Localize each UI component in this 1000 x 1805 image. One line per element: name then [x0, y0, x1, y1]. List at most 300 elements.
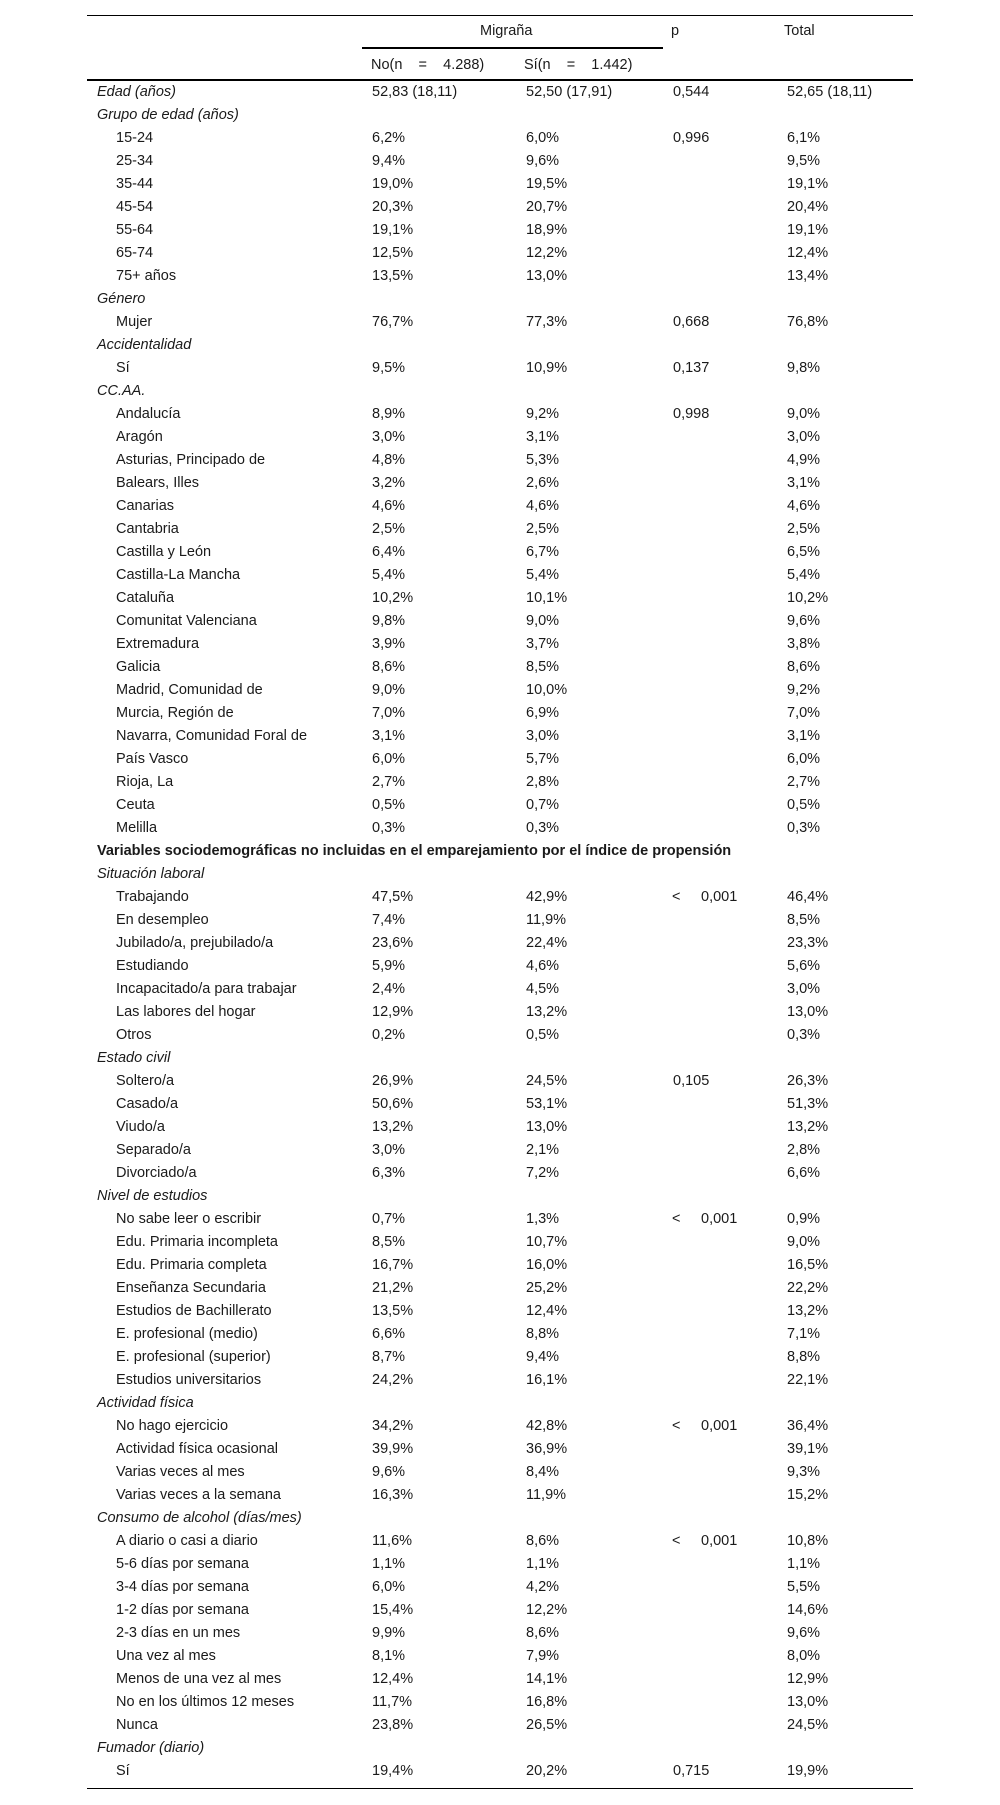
- cell-no-migraine: 3,0%: [372, 429, 406, 445]
- table-row: [87, 1622, 913, 1645]
- cell-no-migraine: 6,0%: [372, 1579, 406, 1595]
- group-heading-row: [87, 1507, 913, 1530]
- cell-no-migraine: 13,2%: [372, 1119, 414, 1135]
- cell-no-migraine: 2,5%: [372, 521, 406, 537]
- cell-no-migraine: 19,4%: [372, 1763, 414, 1779]
- cell-no-migraine: 34,2%: [372, 1418, 414, 1434]
- cell-p-less-than: <: [672, 889, 681, 905]
- table-row: [87, 633, 913, 656]
- cell-migraine: 12,2%: [526, 245, 568, 261]
- group-heading-row: [87, 288, 913, 311]
- cell-total: 24,5%: [787, 1717, 829, 1733]
- cell-total: 9,6%: [787, 1625, 821, 1641]
- cell-no-migraine: 4,6%: [372, 498, 406, 514]
- cell-migraine: 11,9%: [526, 1487, 567, 1503]
- cell-no-migraine: 39,9%: [372, 1441, 414, 1457]
- cell-total: 76,8%: [787, 314, 829, 330]
- table-row: [87, 702, 913, 725]
- cell-migraine: 0,7%: [526, 797, 560, 813]
- row-label: Fumador (diario): [97, 1740, 205, 1756]
- cell-no-migraine: 26,9%: [372, 1073, 414, 1089]
- cell-no-migraine: 21,2%: [372, 1280, 414, 1296]
- cell-total: 2,8%: [787, 1142, 821, 1158]
- cell-total: 0,5%: [787, 797, 821, 813]
- row-label: Varias veces a la semana: [116, 1487, 281, 1503]
- row-label: 65-74: [116, 245, 154, 261]
- table-row: [87, 1760, 913, 1783]
- cell-migraine: 20,2%: [526, 1763, 568, 1779]
- table-row: [87, 1254, 913, 1277]
- cell-no-migraine: 6,3%: [372, 1165, 406, 1181]
- cell-total: 4,6%: [787, 498, 821, 514]
- table-row: [87, 541, 913, 564]
- cell-no-migraine: 6,6%: [372, 1326, 406, 1342]
- cell-total: 19,1%: [787, 176, 829, 192]
- row-label: 75+ años: [116, 268, 177, 284]
- cell-no-migraine: 9,6%: [372, 1464, 406, 1480]
- table-row: [87, 1415, 913, 1438]
- cell-no-migraine: 16,7%: [372, 1257, 414, 1273]
- cell-no-migraine: 47,5%: [372, 889, 414, 905]
- row-label: 25-34: [116, 153, 154, 169]
- cell-p-value: 0,544: [673, 84, 710, 100]
- row-label: Nivel de estudios: [97, 1188, 208, 1204]
- cell-migraine: 9,6%: [526, 153, 560, 169]
- row-label: E. profesional (superior): [116, 1349, 271, 1365]
- cell-no-migraine: 6,0%: [372, 751, 406, 767]
- row-label: Las labores del hogar: [116, 1004, 256, 1020]
- row-label: Comunitat Valenciana: [116, 613, 257, 629]
- cell-migraine: 5,7%: [526, 751, 560, 767]
- cell-no-migraine: 15,4%: [372, 1602, 414, 1618]
- row-label: E. profesional (medio): [116, 1326, 258, 1342]
- table-row: [87, 610, 913, 633]
- row-label: No sabe leer o escribir: [116, 1211, 262, 1227]
- cell-total: 13,0%: [787, 1694, 829, 1710]
- cell-migraine: 16,1%: [526, 1372, 568, 1388]
- table-row: [87, 1599, 913, 1622]
- cell-total: 8,0%: [787, 1648, 821, 1664]
- cell-total: 9,8%: [787, 360, 821, 376]
- cell-total: 36,4%: [787, 1418, 829, 1434]
- group-heading-row: [87, 1737, 913, 1760]
- cell-p-value: 0,996: [673, 130, 710, 146]
- cell-no-migraine: 23,6%: [372, 935, 414, 951]
- cell-p-value: 0,001: [701, 1211, 738, 1227]
- row-label: País Vasco: [116, 751, 189, 767]
- cell-no-migraine: 3,0%: [372, 1142, 406, 1158]
- row-label: Una vez al mes: [116, 1648, 216, 1664]
- cell-total: 3,1%: [787, 475, 821, 491]
- table-row: [87, 403, 913, 426]
- row-label: Extremadura: [116, 636, 200, 652]
- cell-p-value: 0,998: [673, 406, 710, 422]
- cell-no-migraine: 13,5%: [372, 1303, 414, 1319]
- cell-total: 6,6%: [787, 1165, 821, 1181]
- cell-total: 0,9%: [787, 1211, 821, 1227]
- row-label: Viudo/a: [116, 1119, 165, 1135]
- cell-no-migraine: 20,3%: [372, 199, 414, 215]
- cell-migraine: 10,7%: [526, 1234, 568, 1250]
- cell-migraine: 18,9%: [526, 222, 568, 238]
- cell-migraine: 4,5%: [526, 981, 560, 997]
- cell-total: 13,2%: [787, 1119, 829, 1135]
- cell-migraine: 6,9%: [526, 705, 560, 721]
- cell-migraine: 9,2%: [526, 406, 560, 422]
- row-label: Actividad física: [97, 1395, 194, 1411]
- table-row: [87, 357, 913, 380]
- table-row: [87, 1530, 913, 1553]
- cell-no-migraine: 2,4%: [372, 981, 406, 997]
- row-label: Divorciado/a: [116, 1165, 197, 1181]
- row-label: Estudios de Bachillerato: [116, 1303, 272, 1319]
- cell-migraine: 13,0%: [526, 1119, 568, 1135]
- cell-total: 9,0%: [787, 406, 821, 422]
- table-row: [87, 196, 913, 219]
- table-row: [87, 518, 913, 541]
- cell-migraine: 3,7%: [526, 636, 560, 652]
- cell-no-migraine: 1,1%: [372, 1556, 406, 1572]
- cell-total: 22,2%: [787, 1280, 829, 1296]
- table-row: [87, 173, 913, 196]
- migrana-underline: [362, 47, 663, 49]
- table-row: [87, 771, 913, 794]
- cell-total: 13,4%: [787, 268, 829, 284]
- bottom-rule: [87, 1788, 913, 1789]
- group-heading-row: [87, 334, 913, 357]
- cell-no-migraine: 76,7%: [372, 314, 414, 330]
- row-label: Estado civil: [97, 1050, 171, 1066]
- cell-total: 8,8%: [787, 1349, 821, 1365]
- row-label: Incapacitado/a para trabajar: [116, 981, 297, 997]
- header-migrana: Migraña: [480, 23, 533, 39]
- cell-no-migraine: 8,7%: [372, 1349, 406, 1365]
- cell-migraine: 2,6%: [526, 475, 560, 491]
- row-label: Edad (años): [97, 84, 176, 100]
- cell-migraine: 16,8%: [526, 1694, 568, 1710]
- cell-total: 6,1%: [787, 130, 821, 146]
- row-label: Mujer: [116, 314, 153, 330]
- cell-total: 3,8%: [787, 636, 821, 652]
- cell-migraine: 25,2%: [526, 1280, 568, 1296]
- cell-migraine: 42,9%: [526, 889, 568, 905]
- cell-migraine: 11,9%: [526, 912, 567, 928]
- table-row: [87, 794, 913, 817]
- table-row: [87, 1576, 913, 1599]
- table-row: [87, 449, 913, 472]
- table-row: [87, 1231, 913, 1254]
- cell-no-migraine: 12,9%: [372, 1004, 414, 1020]
- cell-total: 19,9%: [787, 1763, 829, 1779]
- group-heading-row: [87, 104, 913, 127]
- cell-no-migraine: 0,7%: [372, 1211, 406, 1227]
- cell-p-less-than: <: [672, 1418, 681, 1434]
- row-label: Consumo de alcohol (días/mes): [97, 1510, 302, 1526]
- cell-migraine: 8,6%: [526, 1625, 560, 1641]
- cell-no-migraine: 8,6%: [372, 659, 406, 675]
- section-heading-row: [87, 840, 913, 863]
- cell-total: 4,9%: [787, 452, 821, 468]
- cell-total: 51,3%: [787, 1096, 829, 1112]
- row-label: Enseñanza Secundaria: [116, 1280, 266, 1296]
- cell-no-migraine: 19,1%: [372, 222, 414, 238]
- cell-p-less-than: <: [672, 1211, 681, 1227]
- cell-no-migraine: 16,3%: [372, 1487, 414, 1503]
- row-label: Grupo de edad (años): [97, 107, 239, 123]
- table-row: [87, 472, 913, 495]
- row-label: En desempleo: [116, 912, 209, 928]
- cell-total: 22,1%: [787, 1372, 829, 1388]
- table-row: [87, 978, 913, 1001]
- cell-total: 9,5%: [787, 153, 821, 169]
- cell-total: 3,1%: [787, 728, 821, 744]
- table-row: [87, 127, 913, 150]
- cell-migraine: 36,9%: [526, 1441, 568, 1457]
- row-label: Situación laboral: [97, 866, 205, 882]
- cell-migraine: 6,7%: [526, 544, 560, 560]
- row-label: Actividad física ocasional: [116, 1441, 278, 1457]
- cell-migraine: 77,3%: [526, 314, 568, 330]
- cell-p-value: 0,137: [673, 360, 710, 376]
- row-label: Nunca: [116, 1717, 158, 1733]
- header-si: Sí(n = 1.442): [524, 57, 633, 73]
- table-row: [87, 725, 913, 748]
- cell-no-migraine: 23,8%: [372, 1717, 414, 1733]
- row-label: Aragón: [116, 429, 163, 445]
- row-label: Estudiando: [116, 958, 189, 974]
- cell-migraine: 8,4%: [526, 1464, 560, 1480]
- cell-p-value: 0,668: [673, 314, 710, 330]
- cell-no-migraine: 7,0%: [372, 705, 406, 721]
- table-row: [87, 1438, 913, 1461]
- cell-migraine: 20,7%: [526, 199, 568, 215]
- cell-total: 26,3%: [787, 1073, 829, 1089]
- row-label: Variables sociodemográficas no incluidas en el emparejamiento por el índice de propensión: [97, 843, 732, 859]
- row-label: 45-54: [116, 199, 154, 215]
- row-label: Cataluña: [116, 590, 175, 606]
- row-label: 15-24: [116, 130, 154, 146]
- table-row: [87, 1346, 913, 1369]
- row-label: Castilla y León: [116, 544, 212, 560]
- header-no: No(n = 4.288): [371, 57, 485, 73]
- table-row: [87, 1484, 913, 1507]
- row-label: Asturias, Principado de: [116, 452, 266, 468]
- cell-total: 7,0%: [787, 705, 821, 721]
- cell-migraine: 3,0%: [526, 728, 560, 744]
- table-row: [87, 1323, 913, 1346]
- table-row: [87, 1714, 913, 1737]
- table-row: [87, 1208, 913, 1231]
- table-row: [87, 1093, 913, 1116]
- cell-total: 8,6%: [787, 659, 821, 675]
- cell-migraine: 5,4%: [526, 567, 560, 583]
- cell-migraine: 24,5%: [526, 1073, 568, 1089]
- row-label: Andalucía: [116, 406, 181, 422]
- row-label: Canarias: [116, 498, 175, 514]
- table-row: [87, 1369, 913, 1392]
- row-label: Navarra, Comunidad Foral de: [116, 728, 308, 744]
- cell-migraine: 9,4%: [526, 1349, 560, 1365]
- row-label: 5-6 días por semana: [116, 1556, 249, 1572]
- cell-no-migraine: 19,0%: [372, 176, 414, 192]
- table-row: [87, 495, 913, 518]
- cell-no-migraine: 12,4%: [372, 1671, 414, 1687]
- cell-total: 52,65 (18,11): [787, 84, 873, 100]
- cell-total: 2,5%: [787, 521, 821, 537]
- cell-migraine: 8,5%: [526, 659, 560, 675]
- cell-migraine: 9,0%: [526, 613, 560, 629]
- cell-total: 6,0%: [787, 751, 821, 767]
- cell-migraine: 1,1%: [526, 1556, 560, 1572]
- cell-migraine: 10,1%: [526, 590, 568, 606]
- table-row: [87, 817, 913, 840]
- cell-total: 46,4%: [787, 889, 829, 905]
- header-p: p: [671, 23, 680, 39]
- cell-no-migraine: 3,1%: [372, 728, 406, 744]
- table-row: [87, 679, 913, 702]
- row-label: 55-64: [116, 222, 154, 238]
- table-row: [87, 656, 913, 679]
- cell-total: 9,6%: [787, 613, 821, 629]
- row-label: Edu. Primaria incompleta: [116, 1234, 278, 1250]
- cell-migraine: 52,50 (17,91): [526, 84, 613, 100]
- row-label: Castilla-La Mancha: [116, 567, 241, 583]
- cell-no-migraine: 3,9%: [372, 636, 406, 652]
- table-row: [87, 909, 913, 932]
- cell-no-migraine: 52,83 (18,11): [372, 84, 458, 100]
- cell-no-migraine: 50,6%: [372, 1096, 414, 1112]
- cell-p-less-than: <: [672, 1533, 681, 1549]
- group-heading-row: [87, 380, 913, 403]
- group-heading-row: [87, 1185, 913, 1208]
- cell-migraine: 2,1%: [526, 1142, 560, 1158]
- cell-total: 8,5%: [787, 912, 821, 928]
- cell-migraine: 3,1%: [526, 429, 560, 445]
- cell-migraine: 13,2%: [526, 1004, 568, 1020]
- row-label: 3-4 días por semana: [116, 1579, 249, 1595]
- row-label: Galicia: [116, 659, 161, 675]
- cell-total: 15,2%: [787, 1487, 829, 1503]
- row-label: Ceuta: [116, 797, 155, 813]
- cell-total: 9,3%: [787, 1464, 821, 1480]
- table-row: [87, 1553, 913, 1576]
- cell-no-migraine: 9,5%: [372, 360, 406, 376]
- cell-total: 5,4%: [787, 567, 821, 583]
- cell-total: 13,2%: [787, 1303, 829, 1319]
- cell-no-migraine: 9,8%: [372, 613, 406, 629]
- cell-no-migraine: 6,4%: [372, 544, 406, 560]
- cell-migraine: 19,5%: [526, 176, 568, 192]
- table-row: [87, 748, 913, 771]
- table-row: [87, 587, 913, 610]
- table-row: [87, 242, 913, 265]
- row-label: 2-3 días en un mes: [116, 1625, 241, 1641]
- table-row: [87, 886, 913, 909]
- cell-total: 9,0%: [787, 1234, 821, 1250]
- cell-no-migraine: 11,7%: [372, 1694, 413, 1710]
- cell-migraine: 4,6%: [526, 958, 560, 974]
- row-label: Soltero/a: [116, 1073, 175, 1089]
- table-row: [87, 564, 913, 587]
- row-label: Separado/a: [116, 1142, 191, 1158]
- cell-no-migraine: 8,1%: [372, 1648, 406, 1664]
- cell-total: 0,3%: [787, 820, 821, 836]
- table-row: [87, 1024, 913, 1047]
- cell-no-migraine: 0,5%: [372, 797, 406, 813]
- cell-p-value: 0,001: [701, 889, 738, 905]
- cell-migraine: 8,8%: [526, 1326, 560, 1342]
- row-label: Trabajando: [116, 889, 189, 905]
- row-label: Edu. Primaria completa: [116, 1257, 267, 1273]
- cell-total: 13,0%: [787, 1004, 829, 1020]
- cell-total: 19,1%: [787, 222, 829, 238]
- cell-migraine: 0,3%: [526, 820, 560, 836]
- table-row: [87, 1001, 913, 1024]
- row-label: Balears, Illes: [116, 475, 200, 491]
- group-heading-row: [87, 863, 913, 886]
- row-label: No en los últimos 12 meses: [116, 1694, 295, 1710]
- cell-migraine: 4,6%: [526, 498, 560, 514]
- cell-no-migraine: 9,0%: [372, 682, 406, 698]
- cell-migraine: 26,5%: [526, 1717, 568, 1733]
- cell-migraine: 5,3%: [526, 452, 560, 468]
- row-label: Accidentalidad: [97, 337, 192, 353]
- cell-no-migraine: 0,3%: [372, 820, 406, 836]
- cell-total: 3,0%: [787, 429, 821, 445]
- cell-total: 6,5%: [787, 544, 821, 560]
- cell-no-migraine: 9,9%: [372, 1625, 406, 1641]
- cell-no-migraine: 5,4%: [372, 567, 406, 583]
- cell-migraine: 4,2%: [526, 1579, 560, 1595]
- cell-total: 5,6%: [787, 958, 821, 974]
- table-row: [87, 1116, 913, 1139]
- row-label: Varias veces al mes: [116, 1464, 245, 1480]
- row-label: 35-44: [116, 176, 154, 192]
- cell-migraine: 42,8%: [526, 1418, 568, 1434]
- cell-migraine: 22,4%: [526, 935, 568, 951]
- cell-migraine: 0,5%: [526, 1027, 560, 1043]
- cell-total: 9,2%: [787, 682, 821, 698]
- table-row: [87, 1691, 913, 1714]
- row-label: Sí: [116, 360, 130, 376]
- cell-total: 5,5%: [787, 1579, 821, 1595]
- cell-migraine: 13,0%: [526, 268, 568, 284]
- cell-no-migraine: 7,4%: [372, 912, 406, 928]
- cell-total: 12,9%: [787, 1671, 829, 1687]
- table-row: [87, 1162, 913, 1185]
- cell-no-migraine: 9,4%: [372, 153, 406, 169]
- cell-migraine: 7,9%: [526, 1648, 560, 1664]
- row-label: Murcia, Región de: [116, 705, 234, 721]
- cell-total: 7,1%: [787, 1326, 821, 1342]
- cell-no-migraine: 13,5%: [372, 268, 414, 284]
- table-row: [87, 219, 913, 242]
- cell-no-migraine: 3,2%: [372, 475, 406, 491]
- cell-no-migraine: 8,5%: [372, 1234, 406, 1250]
- cell-no-migraine: 10,2%: [372, 590, 414, 606]
- row-label: A diario o casi a diario: [116, 1533, 258, 1549]
- cell-migraine: 2,5%: [526, 521, 560, 537]
- cell-p-value: 0,105: [673, 1073, 710, 1089]
- cell-no-migraine: 6,2%: [372, 130, 406, 146]
- row-label: Estudios universitarios: [116, 1372, 262, 1388]
- cell-total: 10,8%: [787, 1533, 829, 1549]
- cell-migraine: 12,4%: [526, 1303, 568, 1319]
- cell-migraine: 10,0%: [526, 682, 568, 698]
- cell-total: 0,3%: [787, 1027, 821, 1043]
- cell-no-migraine: 2,7%: [372, 774, 406, 790]
- cell-total: 10,2%: [787, 590, 829, 606]
